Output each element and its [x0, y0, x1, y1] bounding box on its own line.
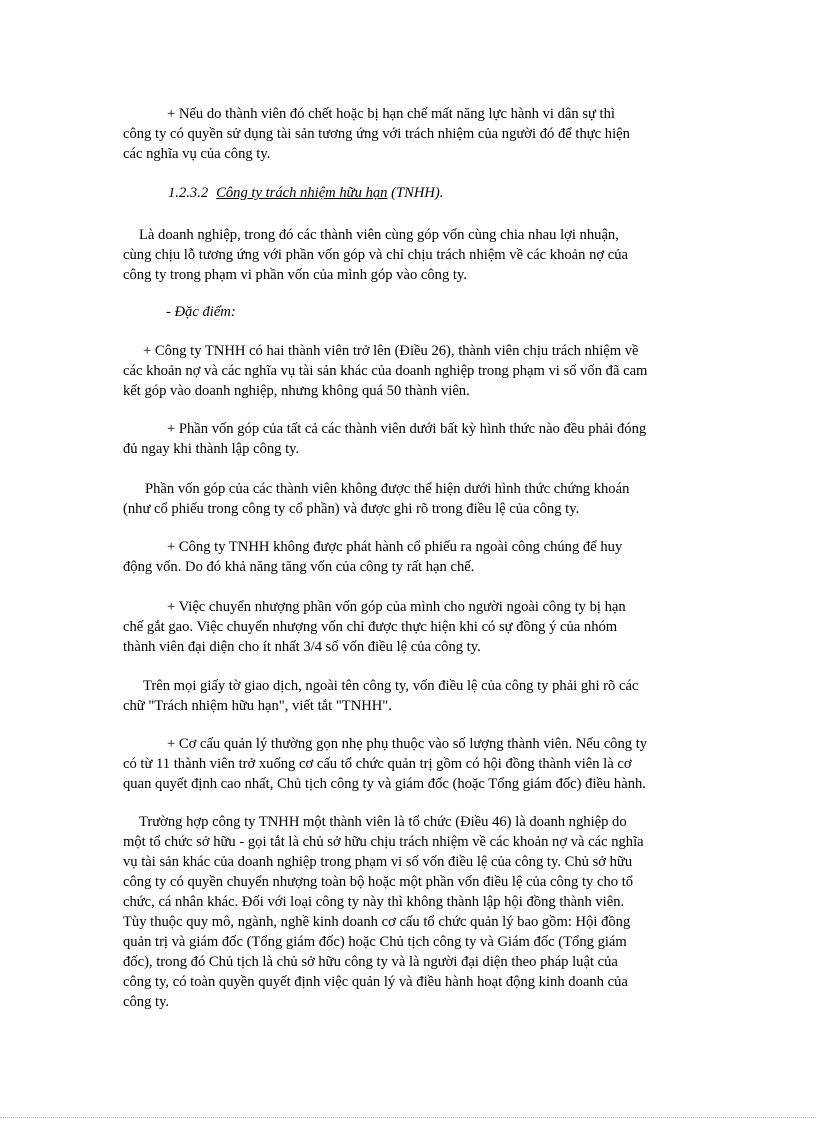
- text-line: công ty.: [123, 994, 170, 1010]
- paragraph-management-structure: [123, 734, 695, 794]
- text-line: + Nếu do thành viên đó chết hoặc bị hạn chế mất năng lực hành vi dân sự thì: [167, 106, 615, 122]
- text-line: công ty, có toàn quyền quyết định việc quản lý và điều hành hoạt động kinh doanh của: [123, 974, 628, 990]
- paragraph-definition: [123, 225, 695, 285]
- text-line: + Công ty TNHH có hai thành viên trở lên (Điều 26), thành viên chịu trách nhiệm về: [143, 343, 639, 359]
- text-line: chữ "Trách nhiệm hữu hạn", viết tắt "TNHH".: [123, 698, 392, 714]
- paragraph-member-death: [123, 104, 695, 164]
- text-line: đủ ngay khi thành lập công ty.: [123, 441, 300, 457]
- section-title-suffix: (TNHH).: [387, 185, 444, 201]
- text-line: Trên mọi giấy tờ giao dịch, ngoài tên công ty, vốn điều lệ của công ty phải ghi rõ các: [143, 678, 639, 694]
- text-line: vụ tài sản khác của doanh nghiệp trong phạm vi số vốn điều lệ của công ty. Chủ sở hữu: [123, 854, 633, 870]
- text-line: thành viên đại diện cho ít nhất 3/4 số vốn điều lệ của công ty.: [123, 639, 481, 655]
- text-line: cùng chịu lỗ tương ứng với phần vốn góp và chỉ chịu trách nhiệm về các khoản nợ của: [123, 247, 629, 263]
- text-line: + Cơ cấu quản lý thường gọn nhẹ phụ thuộc vào số lượng thành viên. Nếu công ty: [167, 736, 648, 752]
- text-line: công ty trong phạm vi phần vốn của mình góp vào công ty.: [123, 267, 467, 283]
- text-line: Là doanh nghiệp, trong đó các thành viên cùng góp vốn cùng chia nhau lợi nhuận,: [139, 227, 619, 243]
- text-line: quan quyết định cao nhất, Chủ tịch công ty và giám đốc (hoặc Tổng giám đốc) điều hành.: [123, 776, 646, 792]
- text-line: kết góp vào doanh nghiệp, nhưng không quá 50 thành viên.: [123, 383, 470, 399]
- text-line: có từ 11 thành viên trở xuống cơ cấu tổ chức quản trị gồm có hội đồng thành viên là cơ: [123, 756, 632, 772]
- text-line: đốc), trong đó Chủ tịch là chủ sở hữu công ty và là người đại diện theo pháp luật của: [123, 954, 618, 970]
- text-line: chế gắt gao. Việc chuyển nhượng vốn chỉ được thực hiện khi có sự đồng ý của nhóm: [123, 619, 618, 635]
- paragraph-single-member-company: [123, 812, 695, 1012]
- page-bottom-divider: [0, 1117, 816, 1118]
- section-title: Công ty trách nhiệm hữu hạn: [216, 185, 388, 201]
- paragraph-feature-transfer: [123, 597, 695, 657]
- text-line: Tùy thuộc quy mô, ngành, nghề kinh doanh cơ cấu tổ chức quản lý bao gồm: Hội đồng: [123, 914, 631, 930]
- paragraph-feature-shares: [123, 537, 695, 577]
- text-line: động vốn. Do đó khả năng tăng vốn của công ty rất hạn chế.: [123, 559, 475, 575]
- paragraph-feature-members: [123, 341, 695, 401]
- text-line: chức, cá nhân khác. Đối với loại công ty này thì không thành lập hội đồng thành viên.: [123, 894, 625, 910]
- text-line: Trường hợp công ty TNHH một thành viên là tổ chức (Điều 46) là doanh nghiệp do: [139, 814, 627, 830]
- text-line: + Công ty TNHH không được phát hành cổ phiếu ra ngoài công chúng để huy: [167, 539, 623, 555]
- section-heading: [168, 183, 443, 203]
- section-number: 1.2.3.2: [168, 185, 209, 201]
- text-line: các khoản nợ và các nghĩa vụ tài sản khác của doanh nghiệp trong phạm vi số vốn đã cam: [123, 363, 648, 379]
- paragraph-feature-capital: [123, 419, 695, 459]
- features-label: - Đặc điểm:: [166, 304, 236, 320]
- text-line: công ty có quyền sử dụng tài sản tương ứng với trách nhiệm của người đó để thực hiện: [123, 126, 630, 142]
- text-line: (như cổ phiếu trong công ty cổ phần) và được ghi rõ trong điều lệ của công ty.: [123, 501, 580, 517]
- text-line: một tổ chức sở hữu - gọi tắt là chủ sở hữu chịu trách nhiệm về các khoản nợ và các nghĩa: [123, 834, 644, 850]
- paragraph-transaction-documents: [123, 676, 695, 716]
- text-line: các nghĩa vụ của công ty.: [123, 146, 271, 162]
- text-line: công ty có quyền chuyển nhượng toàn bộ hoặc một phần vốn điều lệ của công ty cho tổ: [123, 874, 634, 890]
- text-line: quản trị và giám đốc (Tổng giám đốc) hoặc Chủ tịch công ty và Giám đốc (Tổng giám: [123, 934, 627, 950]
- text-line: Phần vốn góp của các thành viên không được thể hiện dưới hình thức chứng khoán: [145, 481, 630, 497]
- text-line: + Phần vốn góp của tất cả các thành viên dưới bất kỳ hình thức nào đều phải đóng: [167, 421, 647, 437]
- text-line: + Việc chuyển nhượng phần vốn góp của mình cho người ngoài công ty bị hạn: [167, 599, 626, 615]
- paragraph-feature-securities: [123, 479, 695, 519]
